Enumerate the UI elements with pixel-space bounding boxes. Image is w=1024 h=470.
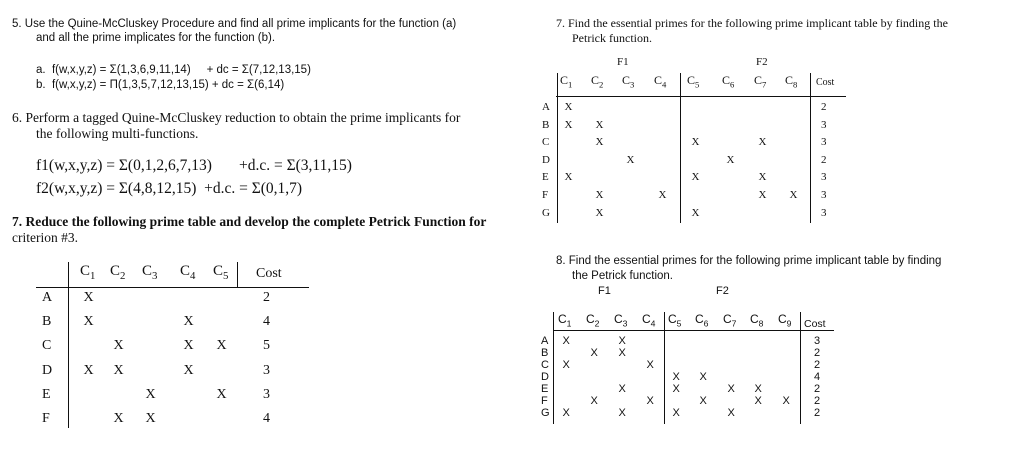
table-rule (557, 73, 558, 223)
cost-value: 2 (814, 407, 821, 419)
table-rule (237, 262, 238, 288)
row-label: E (542, 171, 549, 184)
column-header: $C_4$ (654, 73, 667, 90)
table-rule (664, 312, 665, 424)
cost-value: 3 (821, 171, 827, 184)
cost-value: 3 (821, 206, 827, 219)
column-header: $C_9$ (778, 312, 792, 329)
row-label: B (42, 314, 52, 330)
cell-mark: X (754, 383, 762, 395)
cost-value: 3 (814, 335, 821, 347)
cell-mark: X (672, 371, 680, 383)
cost-value: 2 (821, 101, 827, 113)
cell-mark: X (590, 395, 598, 407)
cost-value: 2 (814, 395, 821, 407)
table-rule (554, 330, 834, 331)
cost-value: 3 (263, 386, 270, 402)
cell-mark: X (595, 118, 604, 131)
q6-line1: 6. Perform a tagged Quine-McCluskey reduction to obtain the prime implicants for (12, 110, 461, 125)
row-label: F (542, 189, 549, 201)
column-header: $C_7$ (723, 312, 737, 329)
column-header: $C_7$ (754, 73, 767, 90)
column-header: $C_4$ (642, 312, 656, 329)
cell-mark: X (595, 206, 604, 219)
table-rule (810, 73, 811, 223)
cell-mark: X (727, 383, 735, 395)
cell-mark: X (727, 407, 735, 419)
column-header: $C_3$ (622, 73, 635, 90)
cell-mark: X (646, 395, 654, 407)
cell-mark: X (183, 362, 194, 378)
row-label: E (541, 383, 549, 395)
row-label: B (541, 347, 549, 359)
q7b-f2-label: F2 (756, 56, 768, 68)
cost-header: Cost (804, 318, 826, 330)
cost-value: 4 (263, 411, 270, 426)
column-header: $C_1$ (558, 312, 572, 329)
cell-mark: X (691, 171, 700, 184)
row-label: D (42, 362, 53, 378)
q5-part-b: b. f(w,x,y,z) = Π(1,3,5,7,12,13,15) + dc = Σ(6,14) (36, 79, 285, 91)
column-header: $C_1$ (560, 73, 573, 90)
q8-line2: the Petrick function. (572, 270, 673, 282)
cell-mark: X (83, 290, 94, 305)
cell-mark: X (618, 383, 626, 395)
cell-mark: X (691, 206, 700, 219)
table-rule (800, 312, 801, 424)
cell-mark: X (658, 189, 667, 201)
cost-value: 2 (821, 153, 827, 166)
column-header: $C_2$ (586, 312, 600, 329)
cell-mark: X (672, 407, 680, 419)
q7-line1: 7. Reduce the following prime table and develop the complete Petrick Function for (12, 214, 487, 229)
column-header: $C_5$ (668, 312, 682, 329)
cell-mark: X (216, 386, 227, 402)
row-label: F (42, 411, 50, 426)
row-label: G (542, 206, 550, 219)
cost-header: Cost (256, 266, 282, 281)
cell-mark: X (562, 335, 570, 347)
column-header: $C_6$ (722, 73, 735, 90)
cost-value: 2 (263, 290, 270, 305)
q5-line2: and all the prime implicates for the function (b). (36, 32, 276, 44)
q6-line2: the following multi-functions. (36, 126, 199, 141)
cell-mark: X (564, 118, 573, 131)
cell-mark: X (113, 362, 124, 378)
cell-mark: X (564, 171, 573, 184)
row-label: A (542, 101, 550, 113)
cell-mark: X (618, 335, 626, 347)
cell-mark: X (699, 395, 707, 407)
cell-mark: X (83, 362, 94, 378)
q6-f1: f1(w,x,y,z) = Σ(0,1,2,6,7,13) +d.c. = Σ(3,11,15) (36, 157, 352, 174)
q6-f2: f2(w,x,y,z) = Σ(4,8,12,15) +d.c. = Σ(0,1,7) (36, 180, 303, 197)
cell-mark: X (113, 338, 124, 354)
cost-value: 4 (814, 371, 821, 383)
q5-part-a: a. f(w,x,y,z) = Σ(1,3,6,9,11,14) + dc = Σ(7,12,13,15) (36, 64, 311, 76)
cell-mark: X (595, 136, 604, 149)
q8-f2-label: F2 (716, 285, 729, 297)
row-label: C (541, 359, 549, 371)
cell-mark: X (758, 189, 767, 201)
cell-mark: X (595, 189, 604, 201)
row-label: A (541, 335, 549, 347)
q7b-line2: Petrick function. (572, 31, 652, 45)
column-header: $C_6$ (695, 312, 709, 329)
cost-value: 3 (821, 136, 827, 149)
column-header: $C_5$ (213, 263, 229, 282)
row-label: F (541, 395, 548, 407)
q8-f1-label: F1 (598, 285, 611, 297)
column-header: $C_1$ (80, 263, 96, 282)
row-label: E (42, 386, 51, 402)
column-header: $C_3$ (614, 312, 628, 329)
cell-mark: X (562, 359, 570, 371)
cost-value: 4 (263, 314, 270, 330)
cell-mark: X (789, 189, 798, 201)
cell-mark: X (83, 314, 94, 330)
row-label: D (541, 371, 549, 383)
cell-mark: X (145, 386, 156, 402)
cost-value: 3 (821, 189, 827, 201)
table-rule (68, 262, 69, 428)
cell-mark: X (699, 371, 707, 383)
cell-mark: X (145, 411, 156, 426)
cost-value: 2 (814, 359, 821, 371)
q7-line2: criterion #3. (12, 230, 78, 245)
column-header: $C_8$ (750, 312, 764, 329)
column-header: $C_5$ (687, 73, 700, 90)
cost-value: 5 (263, 338, 270, 354)
q7b-f1-label: F1 (617, 56, 629, 68)
cell-mark: X (183, 338, 194, 354)
row-label: A (42, 290, 53, 305)
column-header: $C_2$ (591, 73, 604, 90)
cell-mark: X (590, 347, 598, 359)
column-header: $C_4$ (180, 263, 196, 282)
cell-mark: X (562, 407, 570, 419)
cost-value: 2 (814, 383, 821, 395)
row-label: G (541, 407, 550, 419)
cell-mark: X (691, 136, 700, 149)
cell-mark: X (672, 383, 680, 395)
cell-mark: X (726, 153, 735, 166)
q7b-line1: 7. Find the essential primes for the following prime implicant table by finding the (556, 16, 948, 30)
cost-header: Cost (816, 77, 835, 88)
row-label: C (42, 338, 52, 354)
cell-mark: X (626, 153, 635, 166)
cell-mark: X (113, 411, 124, 426)
table-rule (553, 312, 554, 424)
table-rule (36, 287, 309, 288)
cost-value: 3 (263, 362, 270, 378)
column-header: $C_2$ (110, 263, 126, 282)
cell-mark: X (618, 407, 626, 419)
column-header: $C_3$ (142, 263, 158, 282)
cell-mark: X (564, 101, 573, 113)
cell-mark: X (782, 395, 790, 407)
row-label: C (542, 136, 550, 149)
cost-value: 2 (814, 347, 821, 359)
cost-value: 3 (821, 118, 827, 131)
row-label: B (542, 118, 550, 131)
row-label: D (542, 153, 550, 166)
cell-mark: X (758, 171, 767, 184)
cell-mark: X (618, 347, 626, 359)
cell-mark: X (758, 136, 767, 149)
q8-line1: 8. Find the essential primes for the following prime implicant table by finding (556, 255, 942, 267)
cell-mark: X (754, 395, 762, 407)
cell-mark: X (183, 314, 194, 330)
table-rule (680, 73, 681, 223)
cell-mark: X (216, 338, 227, 354)
column-header: $C_8$ (785, 73, 798, 90)
q5-line1: 5. Use the Quine-McCluskey Procedure and find all prime implicants for the function (a) (12, 18, 457, 30)
table-rule (556, 96, 846, 97)
cell-mark: X (646, 359, 654, 371)
